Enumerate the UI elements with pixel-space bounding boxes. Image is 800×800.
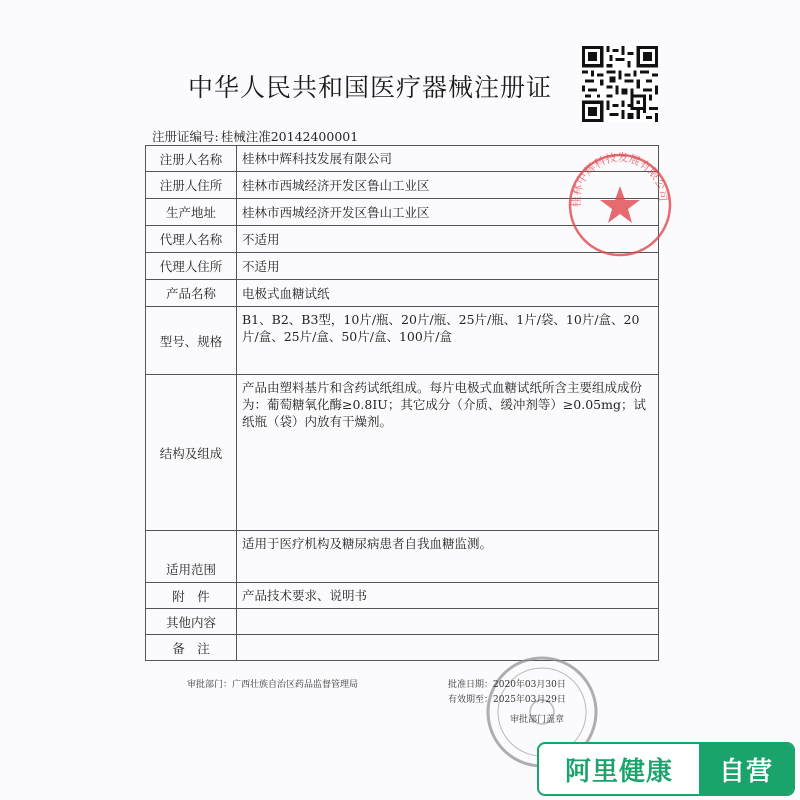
table-row [146,280,659,307]
approver-value: 广西壮族自治区药品监督管理局 [232,680,359,690]
row-label: 代理人住所 [146,253,237,280]
row-label: 型号、规格 [146,307,237,375]
row-value: 桂林市西城经济开发区鲁山工业区 [237,172,659,199]
row-label: 产品名称 [146,280,237,307]
seal-text: 桂林中辉科技发展有限公司 [569,150,671,208]
registration-number-label: 注册证编号: [152,129,219,144]
document-title: 中华人民共和国医疗器械注册证 [187,73,552,102]
row-value: B1、B2、B3型，10片/瓶、20片/瓶、25片/瓶、1片/袋、10片/盒、20片/盒、25片/盒、50片/盒、100片/盒 [237,307,659,375]
row-value: 桂林市西城经济开发区鲁山工业区 [237,199,659,226]
row-label: 备 注 [146,635,237,661]
row-value: 产品由塑料基片和含药试纸组成。每片电极式血糖试纸所含主要组成成份为：葡萄糖氧化酶≥0.8IU；其它成分（介质、缓冲剂等）≥0.05mg；试纸瓶（袋）内放有干燥剂。 [237,375,659,531]
row-value: 产品技术要求、说明书 [237,583,659,609]
row-label: 适用范围 [146,531,237,583]
valid-until [448,692,566,705]
registration-number-value: 桂械注准20142400001 [220,129,359,144]
table-row [146,307,659,375]
approver [187,677,358,690]
registration-number [152,127,360,145]
approval-date [448,677,566,690]
badge-tag: 自营 [699,744,793,794]
approver-label: 审批部门： [187,680,233,690]
row-value: 电极式血糖试纸 [237,280,659,307]
company-seal-stamp [565,150,675,260]
valid-until-value: 2025年03月29日 [493,695,566,705]
row-label: 注册人名称 [146,146,237,172]
valid-until-label: 有效期至： [448,695,494,705]
badge-brand: 阿里健康 [564,756,673,787]
table-row [146,375,659,531]
row-value: 桂林中辉科技发展有限公司 [237,146,659,172]
alihealth-badge [537,742,795,796]
row-label: 生产地址 [146,199,237,226]
row-label: 结构及组成 [146,375,237,531]
stamp-caption: 审批部门盖章 [510,715,565,725]
qr-code-icon [582,46,658,122]
row-label: 其他内容 [146,609,237,635]
table-row [146,531,659,583]
row-label: 代理人名称 [146,226,237,253]
approval-date-label: 批准日期： [448,680,494,690]
row-value: 适用于医疗机构及糖尿病患者自我血糖监测。 [237,531,659,583]
row-label: 附 件 [146,583,237,609]
row-label: 注册人住所 [146,172,237,199]
row-value [237,609,659,635]
row-value: 不适用 [237,253,659,280]
row-value: 不适用 [237,226,659,253]
approval-date-value: 2020年03月30日 [493,680,566,690]
table-row [146,583,659,609]
table-row [146,609,659,635]
